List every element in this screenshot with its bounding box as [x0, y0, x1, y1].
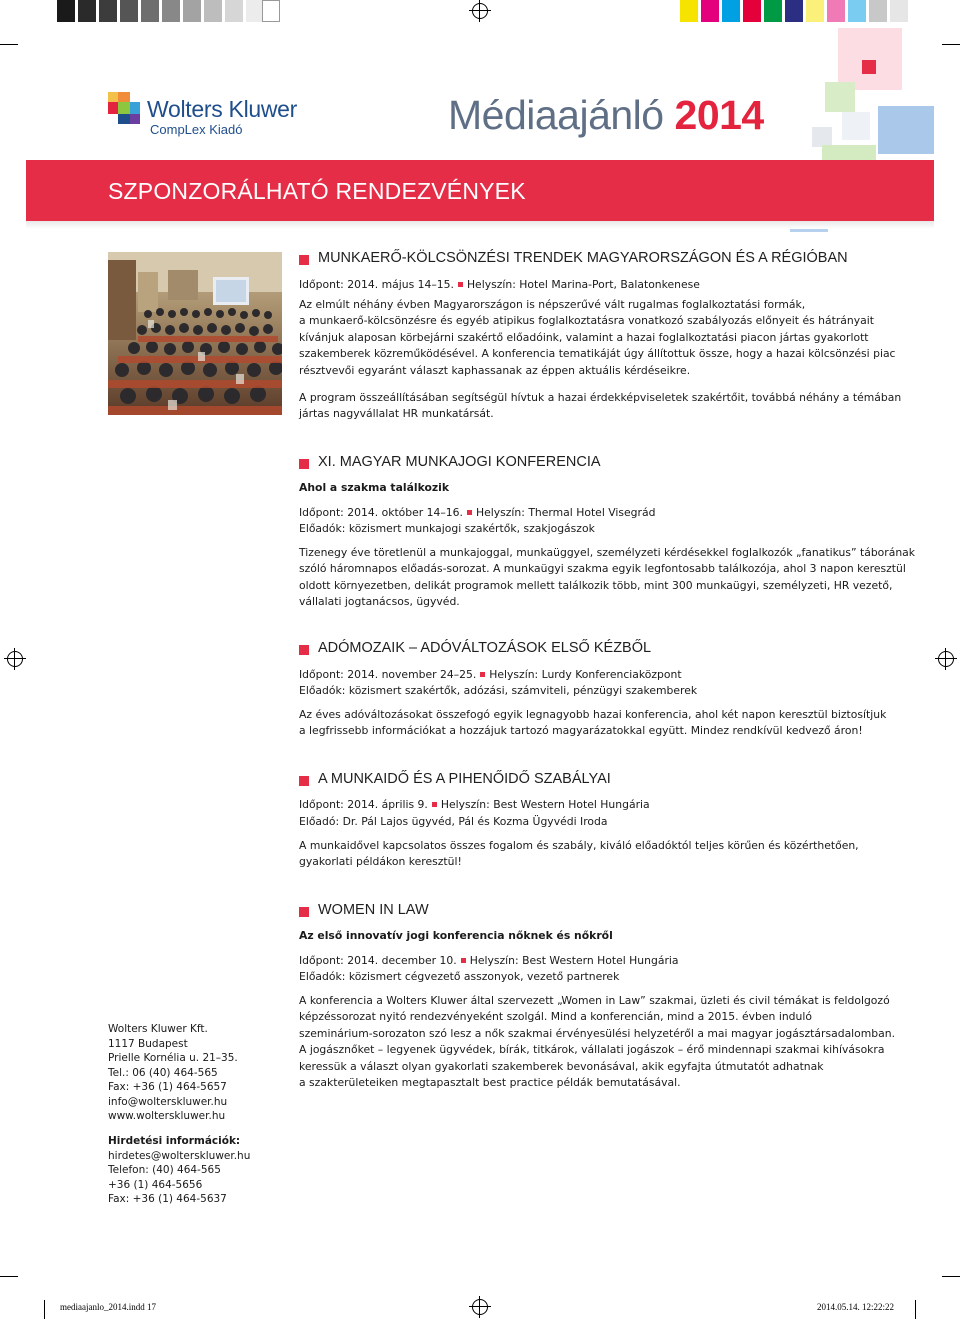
- paragraph-line: szeminárium-sorozaton szó lesz a nők szakmai érvényesülési helyzetéről a mai magyar jogásztársadalomban.: [299, 1026, 896, 1040]
- separator-bullet: [458, 282, 463, 287]
- paragraph-line: A konferencia a Wolters Kluwer által szervezett „Women in Law” szakmai, üzleti és civil témákat is feldolgozó: [299, 994, 890, 1007]
- swatch-white: [262, 0, 280, 22]
- paragraph-line: résztvevői egyaránt választ kaphassanak az éppen aktuális kérdéseikre.: [299, 363, 691, 377]
- registration-mark-icon: [938, 651, 954, 667]
- swatch-mid: [162, 0, 180, 22]
- swatch-mid: [141, 0, 159, 22]
- paragraph-line: A munkaidővel kapcsolatos összes fogalom és szabály, kiváló előadóktól teljes körűen és közérthetően,: [299, 839, 859, 852]
- contact-website: www.wolterskluwer.hu: [108, 1110, 226, 1122]
- swatch-cyan: [722, 0, 740, 22]
- event-description: [299, 545, 916, 611]
- address-line: 1117 Budapest: [108, 1037, 188, 1050]
- deco-square: [878, 106, 934, 154]
- company-name: Wolters Kluwer Kft.: [108, 1023, 208, 1035]
- ads-email: hirdetes@wolterskluwer.hu: [108, 1149, 251, 1162]
- crop-mark: [0, 44, 18, 45]
- swatch-light: [183, 0, 201, 22]
- paragraph-line: Az éves adóváltozásokat összefogó egyik legnagyobb hazai konferencia, ahol két napon keresztül biztosítjuk: [299, 708, 887, 721]
- event-date: Időpont: 2014. december 10.: [299, 954, 457, 967]
- paragraph-line: keressük a választ olyan gyakorlati szakemberek bevonásával, akik egyfajta útmutatót adhatnak: [299, 1059, 824, 1073]
- contact-fax: Fax: +36 (1) 464-5657: [108, 1081, 227, 1093]
- section-marker: [299, 776, 309, 786]
- event-place: Helyszín: Lurdy Konferenciaközpont: [489, 668, 682, 681]
- deco-square: [862, 60, 876, 74]
- contact-block: [108, 1022, 238, 1124]
- separator-bullet: [432, 802, 437, 807]
- conference-audience-photo: [108, 252, 282, 415]
- swatch-black: [78, 0, 96, 22]
- paragraph-line: képzéssorozat nyitó rendezvényeként szolgál. Mind a konferencián, mind a 2015. évben induló: [299, 1010, 812, 1024]
- swatch-light: [225, 0, 243, 22]
- deco-square: [838, 28, 902, 90]
- document-title-year: 2014: [674, 92, 764, 138]
- paragraph-line: A jogásznőket – legyenek ügyvédek, bírák, titkárok, vállalati jogászok – érő mindennapi szakmai kihívásokra: [299, 1043, 885, 1057]
- swatch-black: [57, 0, 75, 22]
- event-date: Időpont: 2014. május 14–15.: [299, 278, 454, 291]
- swatch-magenta: [701, 0, 719, 22]
- event-place: Helyszín: Best Western Hotel Hungária: [469, 954, 679, 967]
- swatch-light: [204, 0, 222, 22]
- crop-mark: [915, 1300, 916, 1319]
- event-speakers: Előadók: közismert munkajogi szakértők, szakjogászok: [299, 522, 595, 535]
- document-title-word: Médiaajánló: [448, 92, 664, 138]
- ads-phone-2: +36 (1) 464-5656: [108, 1178, 203, 1191]
- deco-square: [825, 82, 855, 112]
- wolters-kluwer-logo-icon: [108, 92, 140, 124]
- event-title: MUNKAERŐ-KÖLCSÖNZÉSI TRENDEK MAGYARORSZÁGON ÉS A RÉGIÓBAN: [318, 250, 848, 266]
- crop-mark: [942, 1276, 960, 1277]
- event-description: [299, 707, 887, 740]
- swatch-red: [743, 0, 761, 22]
- swatch-dark: [120, 0, 138, 22]
- ads-contact-block: [108, 1134, 250, 1207]
- event-date: Időpont: 2014. október 14–16.: [299, 506, 463, 519]
- event-title: XI. MAGYAR MUNKAJOGI KONFERENCIA: [318, 454, 601, 470]
- footer-filename: mediaajanlo_2014.indd 17: [60, 1302, 156, 1312]
- event-speakers: Előadók: közismert szakértők, adózási, számviteli, pénzügyi szakemberek: [299, 684, 698, 697]
- event-date-place: [299, 505, 655, 521]
- ads-fax: Fax: +36 (1) 464-5637: [108, 1193, 227, 1205]
- event-title: WOMEN IN LAW: [318, 902, 429, 918]
- paragraph-line: szakemberek közreműködésével. A konferencia tematikáját úgy állítottuk össze, hogy a hazai kölcsönzési piac: [299, 347, 896, 361]
- event-place: Helyszín: Hotel Marina-Port, Balatonkenese: [466, 278, 700, 291]
- swatch-cyan-tint: [848, 0, 866, 22]
- paragraph-line: Az elmúlt néhány évben Magyarországon is népszerűvé vált rugalmas foglalkoztatási formák,: [299, 298, 806, 311]
- registration-mark-icon: [472, 3, 488, 19]
- event-date-place: [299, 953, 679, 969]
- registration-mark-icon: [7, 651, 23, 667]
- separator-bullet: [480, 672, 485, 677]
- paragraph-line: Tizenegy éve töretlenül a munkajoggal, munkaüggyel, személyzeti kérdésekkel foglalkozók „fanatikus” táborának: [299, 546, 916, 559]
- paragraph-line: A program összeállításában segítségül hívtuk a hazai érdekképviseletek szakértőit, továbbá néhány a témában: [299, 391, 902, 404]
- logo-subtitle: CompLex Kiadó: [150, 122, 243, 137]
- swatch-dark: [99, 0, 117, 22]
- event-title: A MUNKAIDŐ ÉS A PIHENŐIDŐ SZABÁLYAI: [318, 771, 611, 787]
- event-place: Helyszín: Thermal Hotel Visegrád: [475, 506, 656, 519]
- paragraph-line: szóló háromnapos előadás-sorozat. A munkaügyi szakma egyik legfontosabb találkozója, ahol 3 napon keresztül: [299, 562, 906, 576]
- swatch-gray-tint: [890, 0, 908, 22]
- crop-mark: [44, 1300, 45, 1319]
- event-title: ADÓMOZAIK – ADÓVÁLTOZÁSOK ELSŐ KÉZBŐL: [318, 640, 652, 656]
- event-place: Helyszín: Best Western Hotel Hungária: [440, 798, 650, 811]
- swatch-magenta-tint: [827, 0, 845, 22]
- band-shadow: [26, 221, 934, 229]
- swatch-yellow-tint: [806, 0, 824, 22]
- separator-bullet: [467, 510, 472, 515]
- paragraph-line: jártas nagyvállalat HR munkatársát.: [299, 407, 494, 421]
- crop-mark: [0, 1276, 18, 1277]
- contact-tel: Tel.: 06 (40) 464-565: [108, 1066, 218, 1079]
- deco-square: [812, 127, 832, 147]
- section-marker: [299, 645, 309, 655]
- crop-mark: [942, 44, 960, 45]
- paragraph-line: kívánjuk alaposan körbejárni szakértő előadóink, valamint a hazai foglalkoztatási piacon jártas gyakorlott: [299, 330, 869, 344]
- paragraph-line: oldott környezetben, delikát programok mellett találkozik több, mint 300 munkaügyi, személyzeti, HR vezető,: [299, 578, 893, 592]
- section-marker: [299, 255, 309, 265]
- logo-title: Wolters Kluwer: [147, 96, 298, 122]
- deco-square: [842, 112, 870, 140]
- event-speakers: Előadók: közismert cégvezető asszonyok, vezető partnerek: [299, 970, 620, 983]
- event-subtitle: Az első innovatív jogi konferencia nőknek és nőkről: [299, 929, 613, 942]
- document-title: [448, 92, 764, 139]
- paragraph-line: gyakorlati példákon keresztül!: [299, 855, 462, 869]
- event-description: [299, 838, 859, 871]
- swatch-blue: [785, 0, 803, 22]
- separator-bullet: [461, 958, 466, 963]
- paragraph-line: a legfrissebb információkat a hozzájuk tartozó magyarázatokkal együtt. Mindez rendkívül kedvező áron!: [299, 724, 863, 738]
- event-date-place: [299, 667, 682, 683]
- swatch-gray-tint: [869, 0, 887, 22]
- registration-mark-icon: [472, 1299, 488, 1315]
- event-description: [299, 390, 902, 423]
- section-marker: [299, 907, 309, 917]
- paragraph-line: a munkaerő-kölcsönzésre és egyéb atipikus foglalkoztatásra vonatkozó szabályozás előnyeit és hátrányait: [299, 314, 874, 328]
- ads-heading: Hirdetési információk:: [108, 1135, 241, 1147]
- event-date-place: [299, 277, 700, 293]
- swatch-yellow: [680, 0, 698, 22]
- swatch-green: [764, 0, 782, 22]
- event-date-place: [299, 797, 650, 813]
- event-speakers: Előadó: Dr. Pál Lajos ügyvéd, Pál és Kozma Ügyvédi Iroda: [299, 815, 608, 828]
- footer-timestamp: 2014.05.14. 12:22:22: [817, 1302, 895, 1312]
- event-subtitle: Ahol a szakma találkozik: [299, 481, 450, 494]
- address-line: Prielle Kornélia u. 21–35.: [108, 1052, 238, 1064]
- band-title: SZPONZORÁLHATÓ RENDEZVÉNYEK: [108, 178, 526, 204]
- section-marker: [299, 459, 309, 469]
- event-description: [299, 993, 896, 1091]
- event-date: Időpont: 2014. április 9.: [299, 798, 428, 811]
- contact-email: info@wolterskluwer.hu: [108, 1095, 228, 1108]
- event-description: [299, 297, 896, 379]
- paragraph-line: a szakterületeiken megtapasztalt best practice példák bemutatásával.: [299, 1076, 681, 1090]
- paragraph-line: vállalati jogtanácsos, ügyvéd.: [299, 595, 460, 609]
- ads-phone: Telefon: (40) 464-565: [108, 1164, 221, 1176]
- event-date: Időpont: 2014. november 24–25.: [299, 668, 477, 681]
